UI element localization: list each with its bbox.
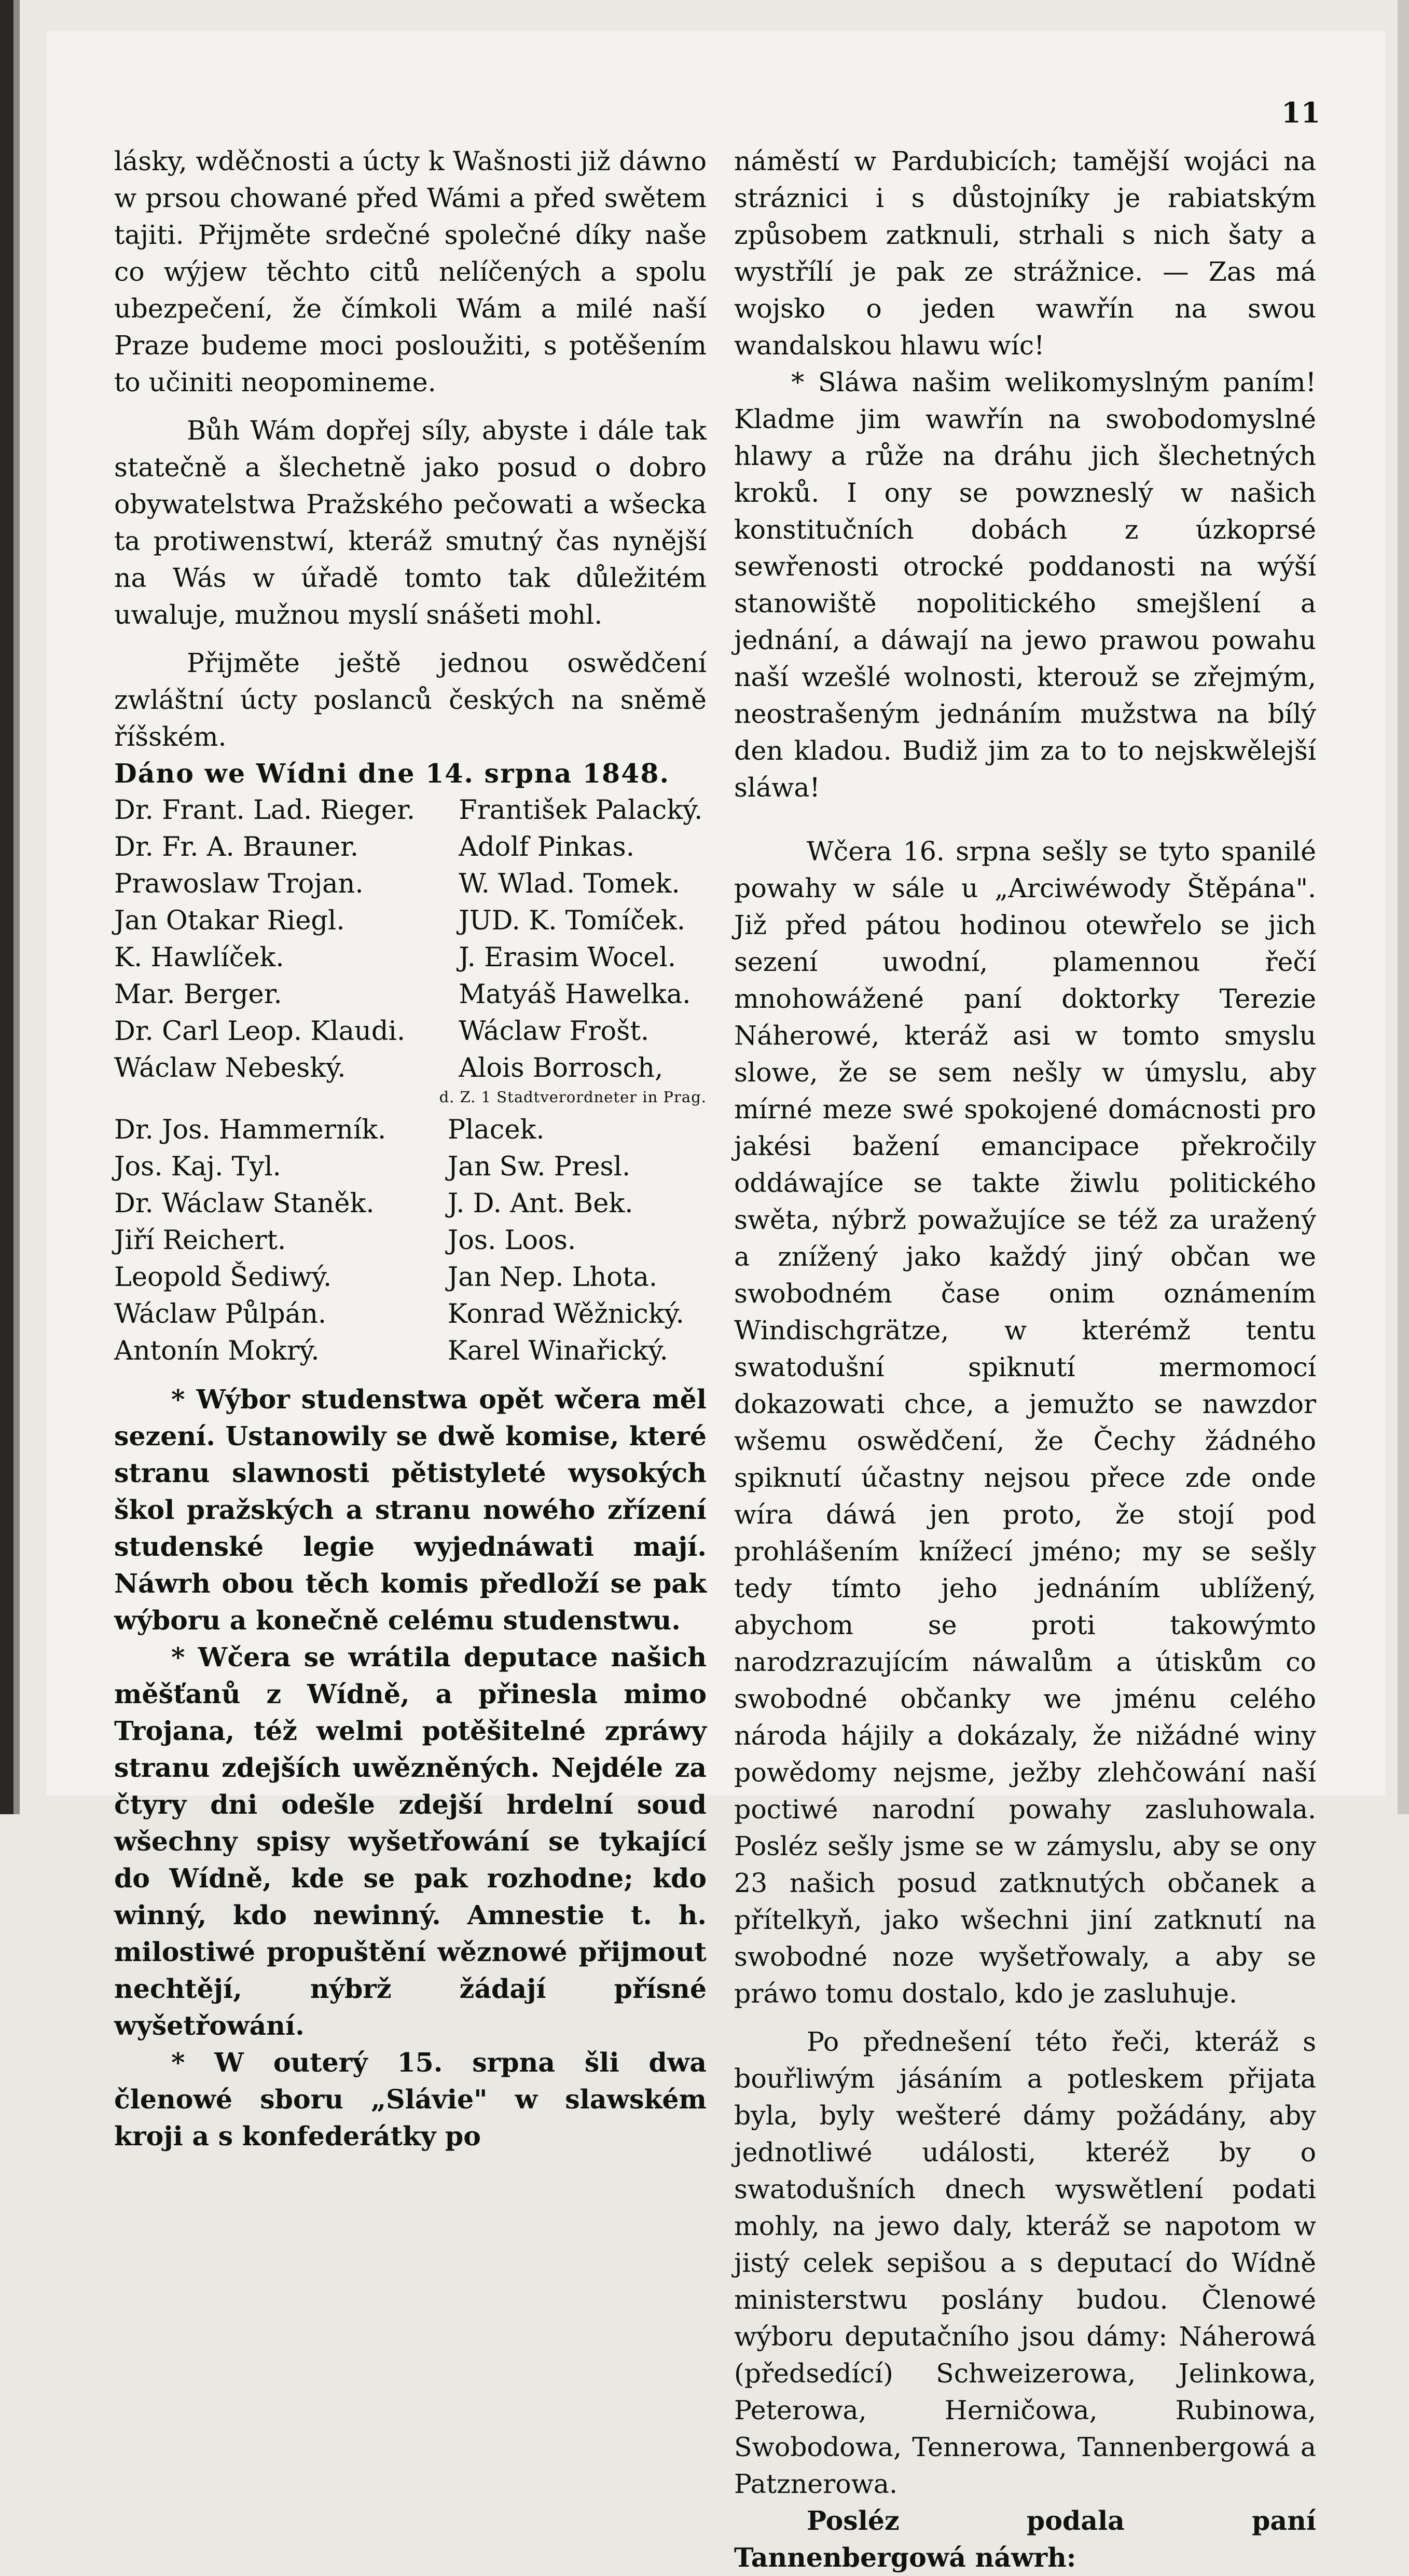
signature-left: Jos. Kaj. Tyl.	[114, 1152, 281, 1182]
signature-left: Dr. Jos. Hammerník.	[114, 1115, 386, 1145]
letter-paragraph-2: Bůh Wám dopřej síly, abyste i dále tak statečně a šlechetně jako posud o dobro obywatelstwa Pražského pečowati a wšecka ta protiwenstwí, kteráž smutný čas nynější na Wás w úřadě tomto tak důležitém uwaluje, mužnou myslí snášeti mohl.	[114, 415, 707, 630]
signature-left: Wáclaw Půlpán.	[114, 1299, 327, 1330]
signature-right: Matyáš Hawelka.	[459, 979, 691, 1010]
signature-right: W. Wlad. Tomek.	[459, 869, 680, 899]
signature-row	[114, 829, 707, 866]
signatures-table-2	[114, 1112, 707, 1369]
news-closing: Posléz podala paní Tannenbergowá náwrh:	[734, 2505, 1316, 2573]
signature-row	[114, 1259, 707, 1296]
signature-right: Placek.	[447, 1115, 545, 1145]
signature-right: Jos. Loos.	[447, 1225, 576, 1256]
signature-row	[114, 1050, 707, 1087]
signature-left: Jan Otakar Riegl.	[114, 906, 345, 936]
signature-row	[114, 1112, 707, 1148]
signature-row	[114, 1296, 707, 1333]
signature-row	[114, 1185, 707, 1222]
signature-left: Wáclaw Nebeský.	[114, 1053, 346, 1084]
signature-left: Prawoslaw Trojan.	[114, 869, 364, 899]
signature-row	[114, 902, 707, 939]
signature-left: Mar. Berger.	[114, 979, 282, 1010]
letter-paragraph-3: Přijměte ještě jednou oswědčení zwláštní úcty poslanců českých na sněmě říšském.	[114, 648, 707, 752]
signature-left: K. Hawlíček.	[114, 942, 284, 973]
signature-row	[114, 792, 707, 829]
letter-date: Dáno we Wídni dne 14. srpna 1848.	[114, 758, 670, 789]
news-deputation: * Wčera se wrátila deputace našich měšťanů z Wídně, a přinesla mimo Trojana, též welmi potěšitelné zpráwy stranu zdejších uwězněných. Nejdéle za čtyry dni odešle zdejší hrdelní soud wšechny spisy wyšetřowání se tykající do Wídně, kde se pak rozhodne; kdo winný, kdo newinný. Amnestie t. h. milostiwé propuštění wěznowé přijmout nechtějí, nýbrž žádají přísné wyšetřowání.	[114, 1642, 707, 2041]
signature-row	[114, 939, 707, 976]
signature-left: Antonín Mokrý.	[114, 1336, 320, 1366]
news-committee-members: Po přednešení této řeči, kteráž s bouřliwým jásáním a potleskem přijata byla, byly wešteré dámy požádány, aby jednotliwé události, kteréž by o swatodušních dnech wyswětlení podati mohly, na jewo daly, kteráž se napotom w jistý celek sepišou a s deputací do Wídně ministerstwu poslány budou. Členowé wýboru deputačního jsou dámy: Náherowá (předsedící) Schweizerowa, Jelinkowa, Peterowa, Herničowa, Rubinowa, Swobodowa, Tennerowa, Tannenbergowá a Patznerowa.	[734, 2026, 1316, 2499]
signature-right: J. D. Ant. Bek.	[447, 1188, 633, 1219]
signature-row	[114, 866, 707, 902]
page-number: 11	[1281, 96, 1321, 129]
signature-right: Adolf Pinkas.	[459, 832, 634, 862]
signature-right: J. Erasim Wocel.	[459, 942, 676, 973]
news-pardubice: náměstí w Pardubicích; tamější wojáci na stráznici i s důstojníky je rabiatským způsobem zatknuli, strhali s nich šaty a wystřílí je pak ze strážnice. — Zas má wojsko o jeden wawřín na swou wandalskou hlawu wíc!	[734, 146, 1316, 361]
signature-right: Jan Nep. Lhota.	[447, 1262, 658, 1293]
scan-left-edge	[13, 0, 20, 1814]
right-column	[734, 143, 1316, 2576]
letter-intro: lásky, wděčnosti a úcty k Wašnosti již dáwno w prsou chowané před Wámi a před swětem tajiti. Přijměte srdečné společné díky naše co wýjew těchto citů nelíčených a spolu ubezpečení, že čímkoli Wám a milé naší Praze budeme moci posloužiti, s potěšením to učiniti neopomineme.	[114, 146, 707, 398]
signature-right: Alois Borrosch,	[459, 1053, 664, 1084]
signature-left: Jiří Reichert.	[114, 1225, 286, 1256]
signature-left: Dr. Wáclaw Staněk.	[114, 1188, 375, 1219]
borrosch-note: d. Z. 1 Stadtverordneter in Prag.	[439, 1088, 707, 1106]
newspaper-page	[47, 31, 1385, 2573]
signature-right: JUD. K. Tomíček.	[459, 906, 685, 936]
news-student-committee: * Wýbor studenstwa opět wčera měl sezení. Ustanowily se dwě komise, které stranu slawnosti pětistyleté wysokých škol pražských a stranu nowého zřízení studenské legie wyjednáwati mají. Náwrh obou těch komis předloží se pak wýboru a konečně celému studenstwu.	[114, 1384, 707, 1636]
signature-left: Dr. Fr. A. Brauner.	[114, 832, 359, 862]
signature-right: Konrad Wěžnický.	[447, 1299, 684, 1330]
signature-row	[114, 976, 707, 1013]
scan-left-shadow	[0, 0, 13, 1814]
signatures-table	[114, 792, 707, 1087]
scan-right-edge	[1398, 0, 1409, 1814]
signature-right: Jan Sw. Presl.	[447, 1152, 631, 1182]
signature-row	[114, 1013, 707, 1050]
signature-right: František Palacký.	[459, 795, 703, 826]
signature-left: Leopold Šediwý.	[114, 1262, 332, 1293]
signature-row	[114, 1222, 707, 1259]
signature-row	[114, 1148, 707, 1185]
news-women: * Sláwa našim welikomyslným paním! Kladme jim wawřín na swobodomyslné hlawy a růže na dráhu jich šlechetných kroků. I ony se powzneslý w našich konstitučních dobách z úzkoprsé sewřenosti otrocké poddanosti na wýší stanowiště nopolitického smejšlení a jednání, a dáwají na jewo prawou powahu naší wzešlé wolnosti, kterouž se zřejmým, neostrašeným jednáním mužstwa na bílý den kladou. Budiž jim za to to nejskwělejší sláwa!	[734, 367, 1316, 803]
news-meeting: Wčera 16. srpna sešly se tyto spanilé powahy w sále u „Arciwéwody Štěpána". Již před pátou hodinou otewřelo se jich sezení uwodní, plamennou řečí mnohowážené paní doktorky Terezie Náherowé, kteráž asi w tomto smyslu slowe, že se sem nešly w úmyslu, aby mírné meze swé spokojené domácnosti pro jakési bažení emancipace překročily oddáwajíce se takte žiwlu politického swěta, nýbrž powažujíce se též za uražený a znížený jako každý jiný občan we swobodném čase onim oznámením Windischgrätze, w kterémž tentu swatodušní spiknutí mermomocí dokazowati chce, a jemužto se nawzdor wšemu oswědčení, že Čechy žádného spiknutí účastny nejsou přece zde onde wíra dáwá jen proto, že stojí pod prohlášením knížecí jméno; my se sešly tedy tímto jeho jednáním ublížený, abychom se proti takowýmto narodzrazujícím náwalům a útiskům co swobodné občanky we jménu celého národa hájily a dokázaly, že nižádné winy powědomy nejsme, ježby zlehčowání naší poctiwé narodní powahy zasluhowala. Posléz sešly jsme se w zámyslu, aby se ony 23 našich posud zatknutých občanek a přítelkyň, jako wšechni jiní zatknutí na swobodné noze wyšetřowaly, a aby se práwo tomu dostalo, kdo je zasluhuje.	[734, 836, 1316, 2009]
news-slavia: * W outerý 15. srpna šli dwa členowé sboru „Slávie" w slawském kroji a s konfederátky po	[114, 2047, 707, 2152]
signature-left: Dr. Frant. Lad. Rieger.	[114, 795, 416, 826]
signature-right: Wáclaw Frošt.	[459, 1016, 650, 1047]
signature-row	[114, 1333, 707, 1369]
signature-right: Karel Winařický.	[447, 1336, 668, 1366]
left-column	[114, 143, 707, 2155]
signature-left: Dr. Carl Leop. Klaudi.	[114, 1016, 406, 1047]
